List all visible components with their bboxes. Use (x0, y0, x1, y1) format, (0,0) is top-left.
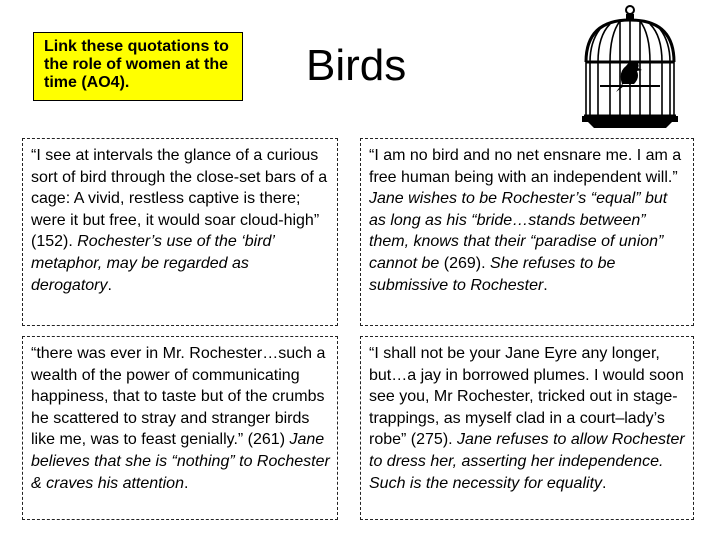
birdcage-icon (570, 4, 690, 132)
punctuation: . (107, 276, 112, 294)
quote-text: “I see at intervals the glance of a curious sort of bird through the close-set bars of a cage: A vivid, restless captive is there; were it but free, it would soar cloud-high” (152). (31, 147, 328, 251)
quote-text: “I am no bird and no net ensnare me. I am a free human being with an independent will.” (369, 147, 682, 186)
quote-card-4 (360, 336, 694, 520)
analysis-text: Jane refuses to allow Rochester to dress her, asserting her independence. Such is the necessity for equality (369, 431, 685, 492)
page-ref: (269). (443, 254, 490, 272)
punctuation: . (602, 474, 607, 492)
analysis-text: Jane believes that she is “nothing” to Rochester & craves his attention (31, 431, 330, 492)
analysis-text: Jane wishes to be Rochester’s “equal” but as long as his “bride…stands between” them, knows that their “paradise of union” cannot be (369, 190, 668, 272)
quote-card-1 (22, 138, 338, 326)
quote-text: “I shall not be your Jane Eyre any longer, but…a jay in borrowed plumes. I would soon see you, Mr Rochester, tricked out in stage-trappings, as myself clad in a court–lady’s robe” (275). (369, 345, 684, 449)
analysis-text-2: She refuses to be submissive to Rochester (369, 254, 616, 294)
quote-card-3 (22, 336, 338, 520)
punctuation: . (543, 276, 548, 294)
quote-text: “there was ever in Mr. Rochester…such a wealth of the power of communicating happiness, that to taste but of the crumbs he scattered to stray and stranger birds like me, was to feast genially.” (261) (31, 345, 326, 449)
page-title: Birds (306, 41, 407, 90)
analysis-text: Rochester’s use of the ‘bird’ metaphor, may be regarded as derogatory (31, 233, 275, 294)
quote-card-2 (360, 138, 694, 326)
instruction-box: Link these quotations to the role of women at the time (AO4). (33, 32, 243, 101)
punctuation: . (183, 474, 189, 492)
